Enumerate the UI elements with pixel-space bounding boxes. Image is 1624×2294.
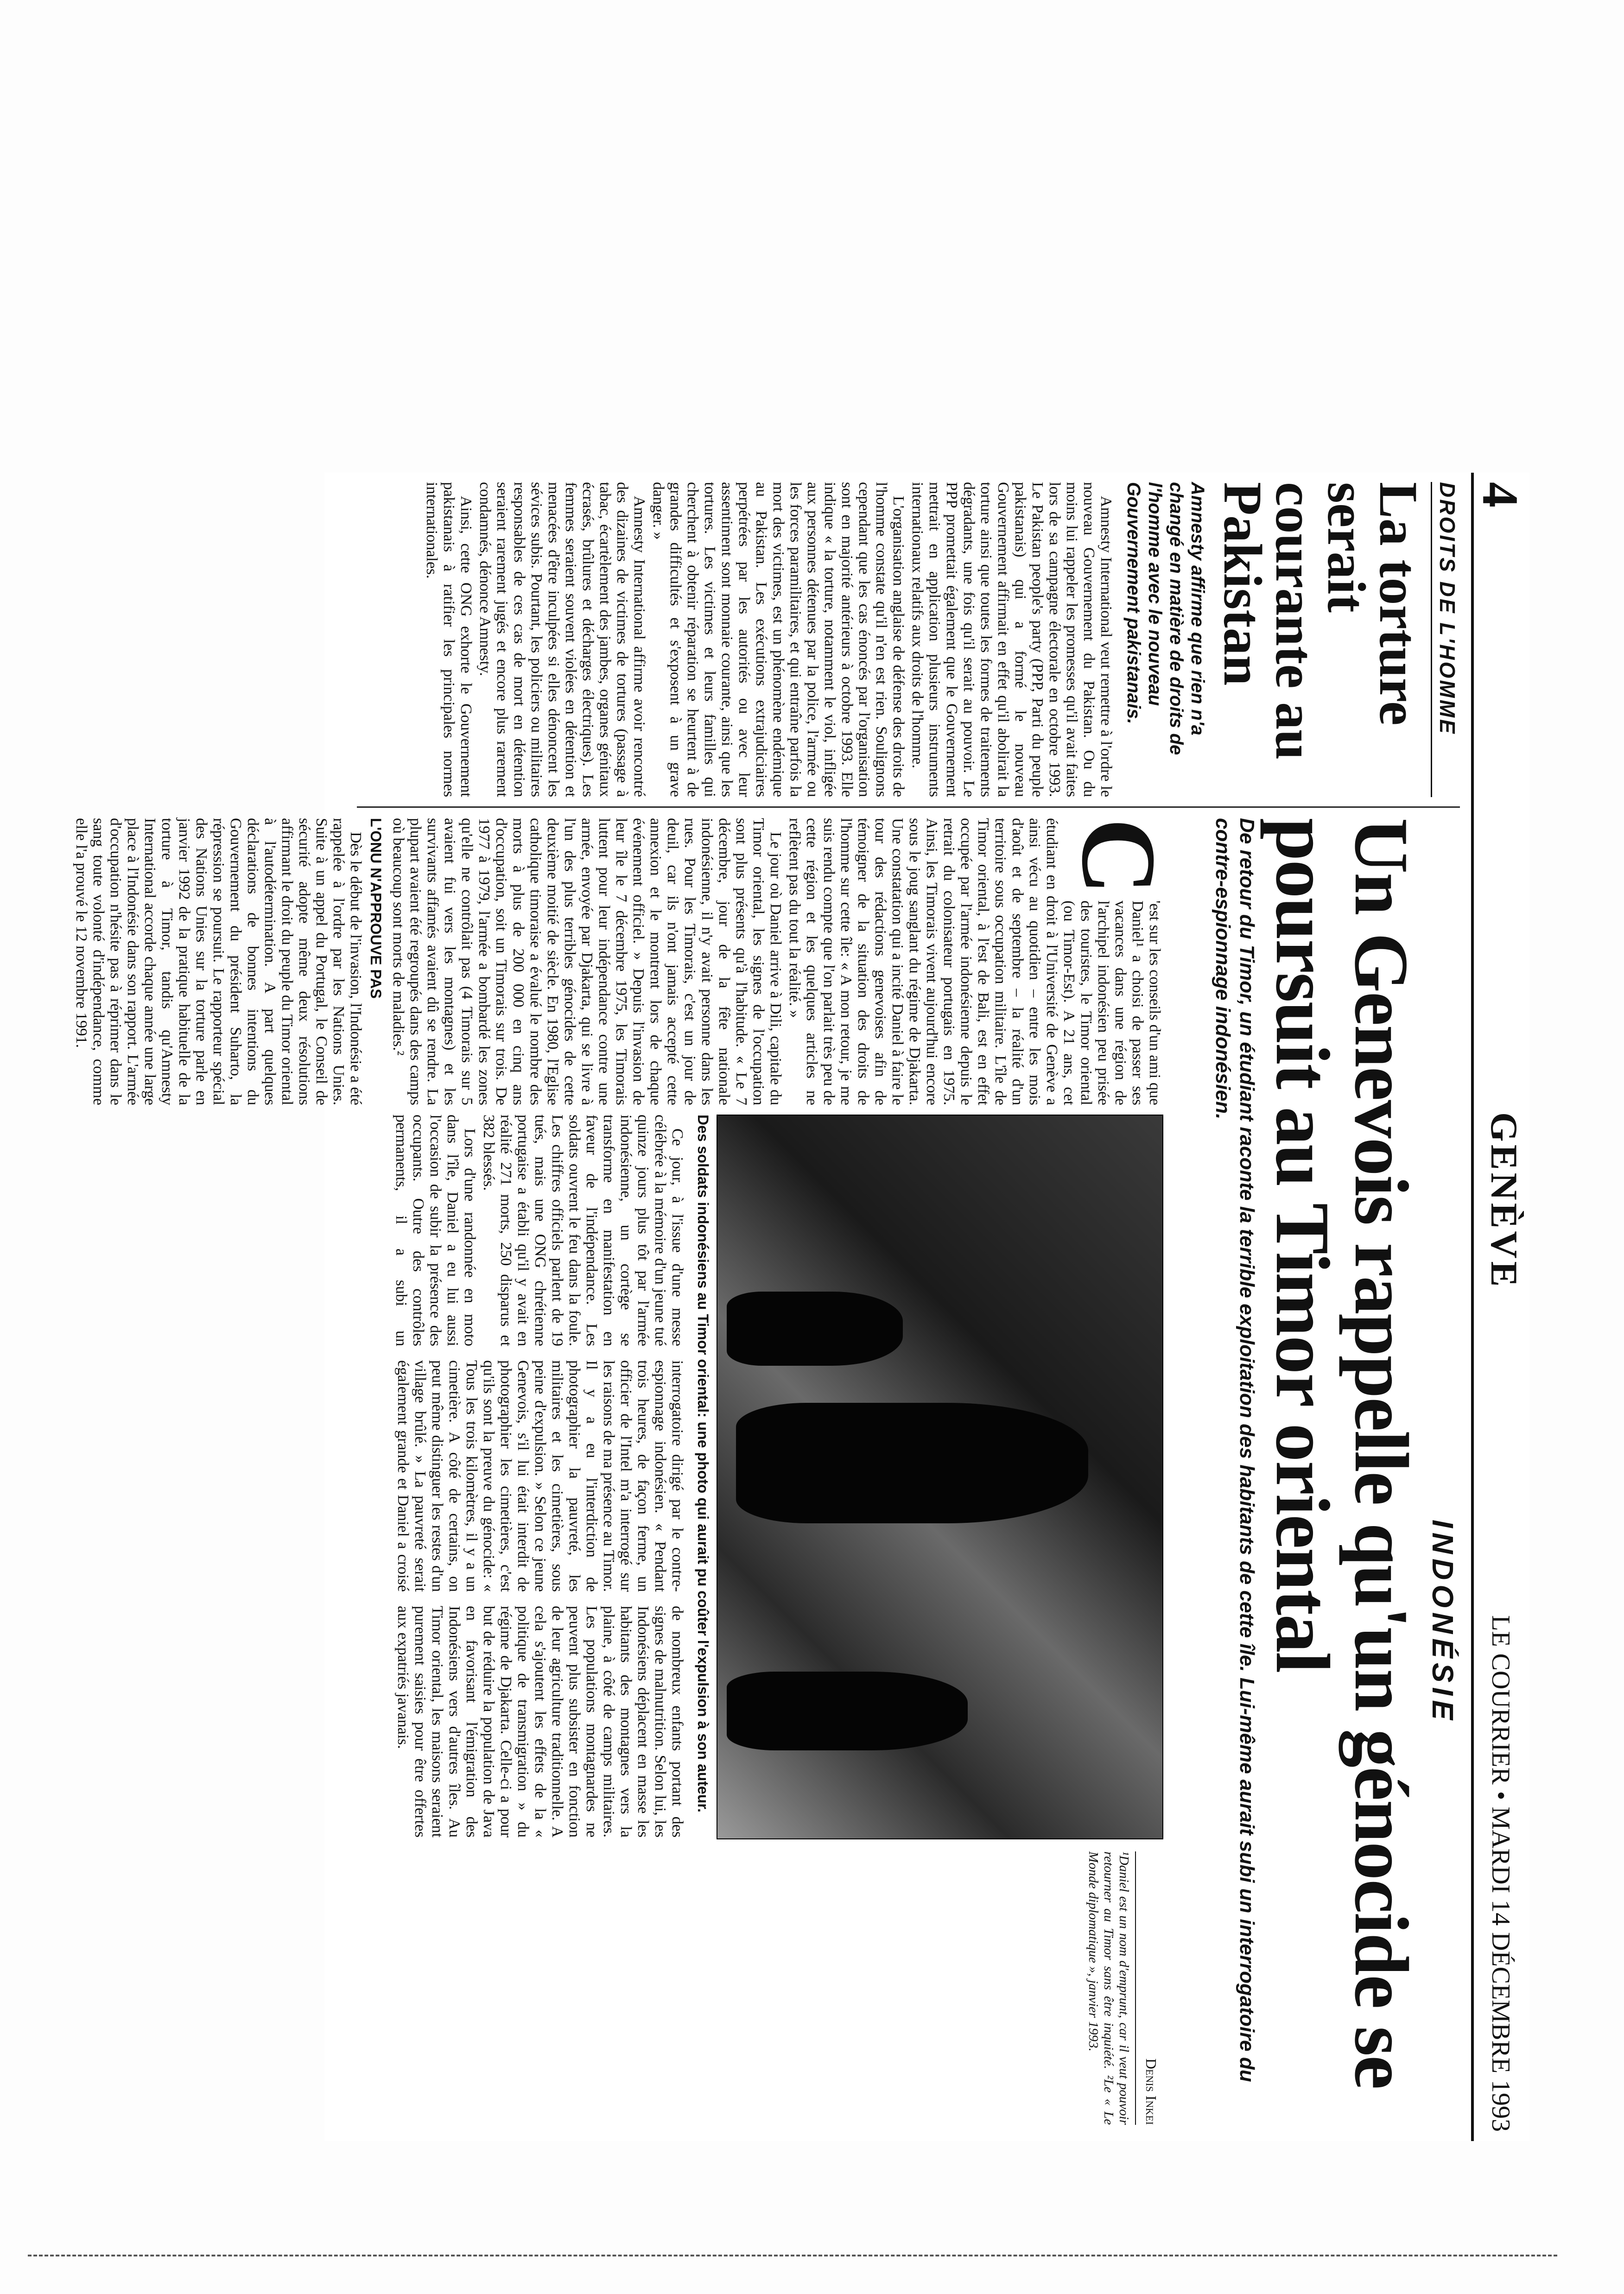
main-subhead: L'ONU N'APPROUVE PAS <box>368 818 384 999</box>
column-divider <box>357 806 1460 808</box>
side-paragraph: Ainsi, cette ONG exhorte le Gouvernement pakistanais à ratifier les principales normes internationales. <box>423 482 475 797</box>
soldier-silhouette <box>727 1292 903 1366</box>
photo-caption: Des soldats indonésiens au Timor oriental: une photo qui aurait pu coûter l'expulsion à son auteur. <box>695 1115 711 1812</box>
main-paragraph: Ce jour, à l'issue d'une messe célébrée à la mémoire d'un jeune tué quinze jours plus tôt par l'armée indonésienne, un cortège se transforme en manifestation en faveur de l'indépendance. Les soldats ouvrent le feu dans la foule. Les chiffres officiels parlent de 19 tués, mais une ONG chrétienne portugaise a établi qu'il y avait en réalité 271 morts, 250 disparus et 382 blessés. <box>480 1115 686 1346</box>
dateline: LE COURRIER • MARDI 14 DÉCEMBRE 1993 <box>1486 1615 1515 2132</box>
side-paragraph: Amnesty International affirme avoir rencontré des dizaines de victimes de tortures (passage à tabac, écartèlement des jambes, organes génitaux écrasés, brûlures et décharges électriques). Les femmes seraient souvent violées en détention et menacées d'être inculpées si elles dénoncent les sévices subis. Pourtant, les policiers ou militaires responsables de ces cas de mort en détention seraient rarement jugés et encore plus rarement condamnés, dénonce Amnesty. <box>476 482 648 797</box>
side-paragraph: L'organisation anglaise de défense des droits de l'homme constate qu'il n'en est rien. Soulignons cependant que les cas énoncés par l'organisation sont en majorité antérieurs à octobre 1993. Elle indique « la torture, notamment le viol, infligée aux personnes détenues par la police, l'armée ou les forces paramilitaires, et qui entraîne parfois la mort des victimes, est un phénomène endémique au Pakistan. Les exécutions extrajudiciaires perpétrées par les autorités ou avec leur assentiment sont monnaie courante, ainsi que les tortures. Les victimes et leurs familles qui cherchent à obtenir réparation se heurtent à de grandes difficultés et s'exposent à un grave danger. » <box>650 482 907 797</box>
side-paragraph: Amnesty International veut remettre à l'ordre le nouveau Gouvernement du Pakistan. Ou du moins lui rappeler les promesses qu'il avait faites lors de sa campagne électorale en octobre 1993. Le Pakistan people's party (PPP, Parti du peuple pakistanais) qui a formé le nouveau Gouvernement affirmait en effet qu'il abolirait la torture ainsi que toutes les formes de traitements dégradants, une fois qu'il serait au pouvoir. Le PPP promettait également que le Gouvernement mettrait en application plusieurs instruments internationaux relatifs aux droits de l'homme. <box>909 482 1115 797</box>
main-paragraph: Le jour où Daniel arrive à Dili, capitale du Timor oriental, les signes de l'occupation sont plus présents qu'à l'habitude. « Le 7 décembre, jour de la fête nationale indonésienne, il n'y avait personne dans les rues. Pour les Timorais, c'est un jour de deuil, car ils n'ont jamais accepté cette annexion et le montrent lors de chaque événement officiel. » Depuis l'invasion de leur île le 7 décembre 1975, les Timorais luttent pour leur indépendance contre une armée, envoyée par Djakarta, qui se livre à l'un des plus terribles génocides de cette deuxième moitié de siècle. En 1980, l'Eglise catholique timoraise a évalué le nombre des morts à plus de 200 000 en cinq ans d'occupation, soit un Timorais sur trois. De 1977 à 1979, l'armée a bombardé les zones qu'elle ne contrôlait pas (4 Timorais sur 5 avaient fui vers les montagnes) et les survivants affamés avaient dû se rendre. La plupart avaient été regroupés dans des camps où beaucoup sont morts de maladies.² <box>390 818 784 1105</box>
main-paragraph: Dès le début de l'invasion, l'Indonésie a été rappelée à l'ordre par les Nations Unies. Suite à un appel du Portugal, le Conseil de sécurité adopte même deux résolutions affirmant le droit du peuple du Timor oriental à l'autodétermination. A part quelques déclarations de bonnes intentions du Gouvernement du président Suharto, la répression se poursuit. Le rapporteur spécial des Nations Unies sur la torture parle en janvier 1992 de la pratique habituelle de la torture à Timor, tandis qu'Amnesty International accorde chaque année une large place à l'Indonésie dans son rapport. L'armée d'occupation n'hésite pas à réprimer dans le sang toute volonté d'indépendance, comme elle l'a prouvé le 12 novembre 1991. <box>73 818 364 1105</box>
main-column-2 <box>348 1115 686 1838</box>
page-number: 4 <box>1472 482 1529 507</box>
main-article <box>73 818 1460 2129</box>
side-lede: Amnesty affirme que rien n'a changé en matière de droits de l'homme avec le nouveau Gouvernement pakistanais. <box>1123 482 1208 755</box>
trim-line <box>28 2255 1557 2256</box>
main-title: Un Genevois rappelle qu'un génocide se poursuit au Timor oriental <box>1260 818 1424 2089</box>
main-kicker: INDONÉSIE <box>1426 1519 1459 1725</box>
drop-cap: C <box>1060 818 1178 895</box>
side-body <box>423 482 1115 797</box>
main-paragraph: C 'est sur les conseils d'un ami que Daniel¹ a choisi de passer ses vacances dans une région de l'archipel indonésien peu prisée des touristes, le Timor oriental (ou Timor-Est). A 21 ans, cet étudiant en droit à l'Université de Genève a ainsi vécu au quotidien – entre les mois d'août et de septembre – la réalité d'un territoire sous occupation militaire. L'île de Timor oriental, à l'est de Bali, est en effet occupée par l'armée indonésienne depuis le retrait du colonisateur portugais en 1975. Ainsi, les Timorais vivent aujourd'hui encore sous le joug sanglant du régime de Djakarta. Une constatation qui a incité Daniel à faire le tour des rédactions genevoises afin de témoigner de la situation des droits de l'homme sur cette île: « A mon retour, je me suis rendu compte que l'on parlait très peu de cette région et les quelques articles ne reflètent pas du tout la réalité. » <box>786 818 1178 1105</box>
author-signature: Denis Inkei <box>1143 2058 1160 2125</box>
side-rubric: DROITS DE L'HOMME <box>1431 482 1460 797</box>
main-lede: De retour du Timor, un étudiant raconte la terrible exploitation des habitants de cette île. Lui-même aurait subi un interrogatoire du contre-espionnage indonésien. <box>1212 818 1258 2082</box>
footnote: ¹Daniel est un nom d'emprunt, car il veut pouvoir retourner au Timor sans être inquiété. ²Le « Le Monde diplomatique », janvier 1993. <box>1085 1851 1136 2125</box>
main-column-1 <box>73 818 1178 1105</box>
soldier-silhouette <box>736 1403 1088 1523</box>
side-article <box>348 482 1460 797</box>
masthead <box>1471 473 1529 2141</box>
newspaper-sheet <box>73 473 1529 2141</box>
main-column-3 <box>348 1851 1163 2125</box>
soldier-silhouette <box>727 1672 968 1750</box>
main-paragraph: Lors d'une randonnée en moto dans l'île, Daniel a eu lui aussi l'occasion de subir la présence des occupants. Outre des contrôles permanents, il a subi un interrogatoire dirigé par le contre-espionnage indonésien. « Pendant trois heures, de façon ferme, un officier de l'Intel m'a interrogé sur les raisons de ma présence au Timor. Il y a eu l'interdiction de photographier la pauvreté, les militaires et les cimetières, sous peine d'expulsion. » Selon ce jeune Genevois, s'il lui était interdit de photographier les cimetières, c'est qu'ils sont la preuve du génocide: « Tous les trois kilomètres, il y a un cimetière. A côté de certains, on peut même distinguer les restes d'un village brûlé. » La pauvreté serait également grande et Daniel a croisé de nombreux enfants portant des signes de malnutrition. Selon lui, les Indonésiens déplacent en masse les habitants des montagnes vers la plaine, à côté de camps militaires. Les populations montagnardes ne peuvent plus subsister en fonction de leur agriculture traditionnelle. A cela s'ajoutent les effets de la « politique de transmigration » du régime de Djakarta. Celle-ci a pour but de réduire la population de Java en favorisant l'émigration des Indonésiens vers d'autres îles. Au Timor oriental, les maisons seraient purement saisies pour être offertes aux expatriés javanais. <box>393 1115 686 1838</box>
section-name: GENÈVE <box>1483 1112 1525 1290</box>
main-columns <box>73 818 1178 2129</box>
news-photo <box>717 1115 1163 1839</box>
side-title: La torture serait courante au Pakistan <box>1212 482 1429 760</box>
